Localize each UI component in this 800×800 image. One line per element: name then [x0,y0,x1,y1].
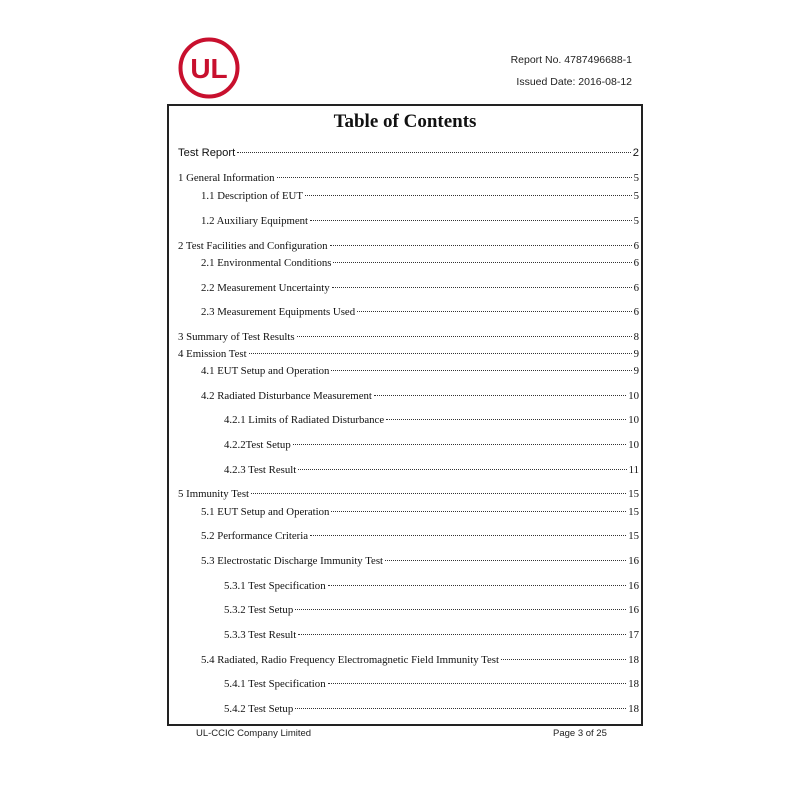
toc-leader [330,245,632,246]
toc-leader [357,311,631,312]
toc-leader [328,585,627,586]
toc-entry[interactable] [224,628,639,642]
toc-title: Table of Contents [333,111,477,132]
toc-entry-label: 5.4 Radiated, Radio Frequency Electromagnetic Field Immunity Test [201,654,499,666]
toc-entry[interactable] [224,463,639,477]
toc-entry-label: 5.3.1 Test Specification [224,580,326,592]
toc-entry[interactable] [201,256,639,270]
toc-entry-page: 9 [633,348,639,360]
toc-entry-label: 2.3 Measurement Equipments Used [201,306,356,318]
toc-entry[interactable] [201,554,639,568]
toc-entry-label: 5.2 Performance Criteria [201,530,309,542]
toc-entry-page: 6 [633,306,639,318]
toc-entry-page: 18 [628,678,639,690]
toc-entry[interactable] [178,239,639,253]
toc-entry-label: 3 Summary of Test Results [178,331,295,343]
toc-leader [295,609,626,610]
toc-entry-label: 2 Test Facilities and Configuration [178,240,328,252]
toc-entry[interactable] [178,347,639,361]
toc-leader [305,195,632,196]
toc-leader [331,370,631,371]
footer-company: UL-CCIC Company Limited [196,728,312,739]
toc-entry-page: 15 [628,488,639,500]
toc-leader [385,560,626,561]
toc-entry-page: 5 [633,215,639,227]
toc-entry[interactable] [201,653,639,667]
issued-date: Issued Date: 2016-08-12 [516,76,632,88]
toc-leader [293,444,626,445]
toc-entry-page: 10 [628,414,639,426]
toc-entry-label: 1.1 Description of EUT [201,190,303,202]
toc-entry[interactable] [224,677,639,691]
toc-entry-label: 1 General Information [178,172,275,184]
toc-entry-label: 5.4.2 Test Setup [224,703,294,715]
toc-entry-page: 17 [628,629,639,641]
toc-leader [298,634,626,635]
toc-leader [298,469,626,470]
toc-entry-page: 15 [628,506,639,518]
toc-entry[interactable] [201,189,639,203]
toc-leader [310,220,632,221]
toc-entry-label: 5.3.2 Test Setup [224,604,294,616]
toc-leader [277,177,632,178]
ul-logo-text: UL [190,53,228,84]
toc-leader [332,287,632,288]
toc-entry-page: 10 [628,390,639,402]
toc-entry-label: 2.2 Measurement Uncertainty [201,282,330,294]
toc-leader [386,419,626,420]
toc-leader [331,511,626,512]
toc-entry-page: 15 [628,530,639,542]
toc-entry-label: 1.2 Auxiliary Equipment [201,215,309,227]
toc-entry-label: 5 Immunity Test [178,488,250,500]
toc-entry-page: 16 [628,580,639,592]
toc-entry-label: 5.3 Electrostatic Discharge Immunity Test [201,555,384,567]
toc-entry-page: 8 [633,331,639,343]
toc-entry[interactable] [201,214,639,228]
toc-entry[interactable] [224,579,639,593]
toc-leader [328,683,627,684]
toc-entry-page: 5 [633,190,639,202]
toc-entry-label: 4.2.2Test Setup [224,439,291,451]
toc-entry[interactable] [201,281,639,295]
toc-leader [295,708,626,709]
toc-leader [297,336,632,337]
toc-entry[interactable] [224,603,639,617]
toc-entry-page: 16 [628,604,639,616]
toc-entry-label: 5.4.1 Test Specification [224,678,326,690]
toc-entry[interactable] [201,364,639,378]
toc-entry-page: 2 [632,147,639,159]
toc-entry-page: 11 [628,464,639,476]
toc-leader [237,152,631,153]
toc-entry-page: 9 [633,365,639,377]
toc-entry-page: 6 [633,257,639,269]
toc-entry[interactable] [224,413,639,427]
toc-entry-label: 5.3.3 Test Result [224,629,297,641]
toc-entry-label: 2.1 Environmental Conditions [201,257,332,269]
toc-entry-label: 4.2 Radiated Disturbance Measurement [201,390,372,402]
toc-leader [310,535,626,536]
toc-leader [333,262,631,263]
toc-entry[interactable] [201,305,639,319]
footer-page-number: Page 3 of 25 [553,728,607,739]
toc-entry-label: 4 Emission Test [178,348,247,360]
toc-leader [249,353,632,354]
toc-entry-label: 4.2.3 Test Result [224,464,297,476]
toc-entry-page: 18 [628,654,639,666]
toc-entry-page: 10 [628,439,639,451]
toc-entry-page: 16 [628,555,639,567]
toc-entry[interactable] [201,505,639,519]
toc-entry[interactable] [201,529,639,543]
toc-entry[interactable] [178,171,639,185]
toc-entry-label: Test Report [178,147,236,159]
toc-leader [374,395,626,396]
toc-entry[interactable] [224,438,639,452]
toc-entry-label: 4.1 EUT Setup and Operation [201,365,330,377]
toc-entry[interactable] [178,330,639,344]
toc-entry[interactable] [178,487,639,501]
toc-entry[interactable] [224,702,639,716]
toc-entry-page: 18 [628,703,639,715]
toc-entry-page: 5 [633,172,639,184]
toc-entry-label: 5.1 EUT Setup and Operation [201,506,330,518]
toc-entry[interactable] [201,389,639,403]
toc-entry-label: 4.2.1 Limits of Radiated Disturbance [224,414,385,426]
toc-entry[interactable] [178,146,639,160]
toc-entry-page: 6 [633,240,639,252]
toc-leader [251,493,626,494]
report-number: Report No. 4787496688-1 [510,54,632,66]
toc-entry-page: 6 [633,282,639,294]
toc-leader [501,659,626,660]
